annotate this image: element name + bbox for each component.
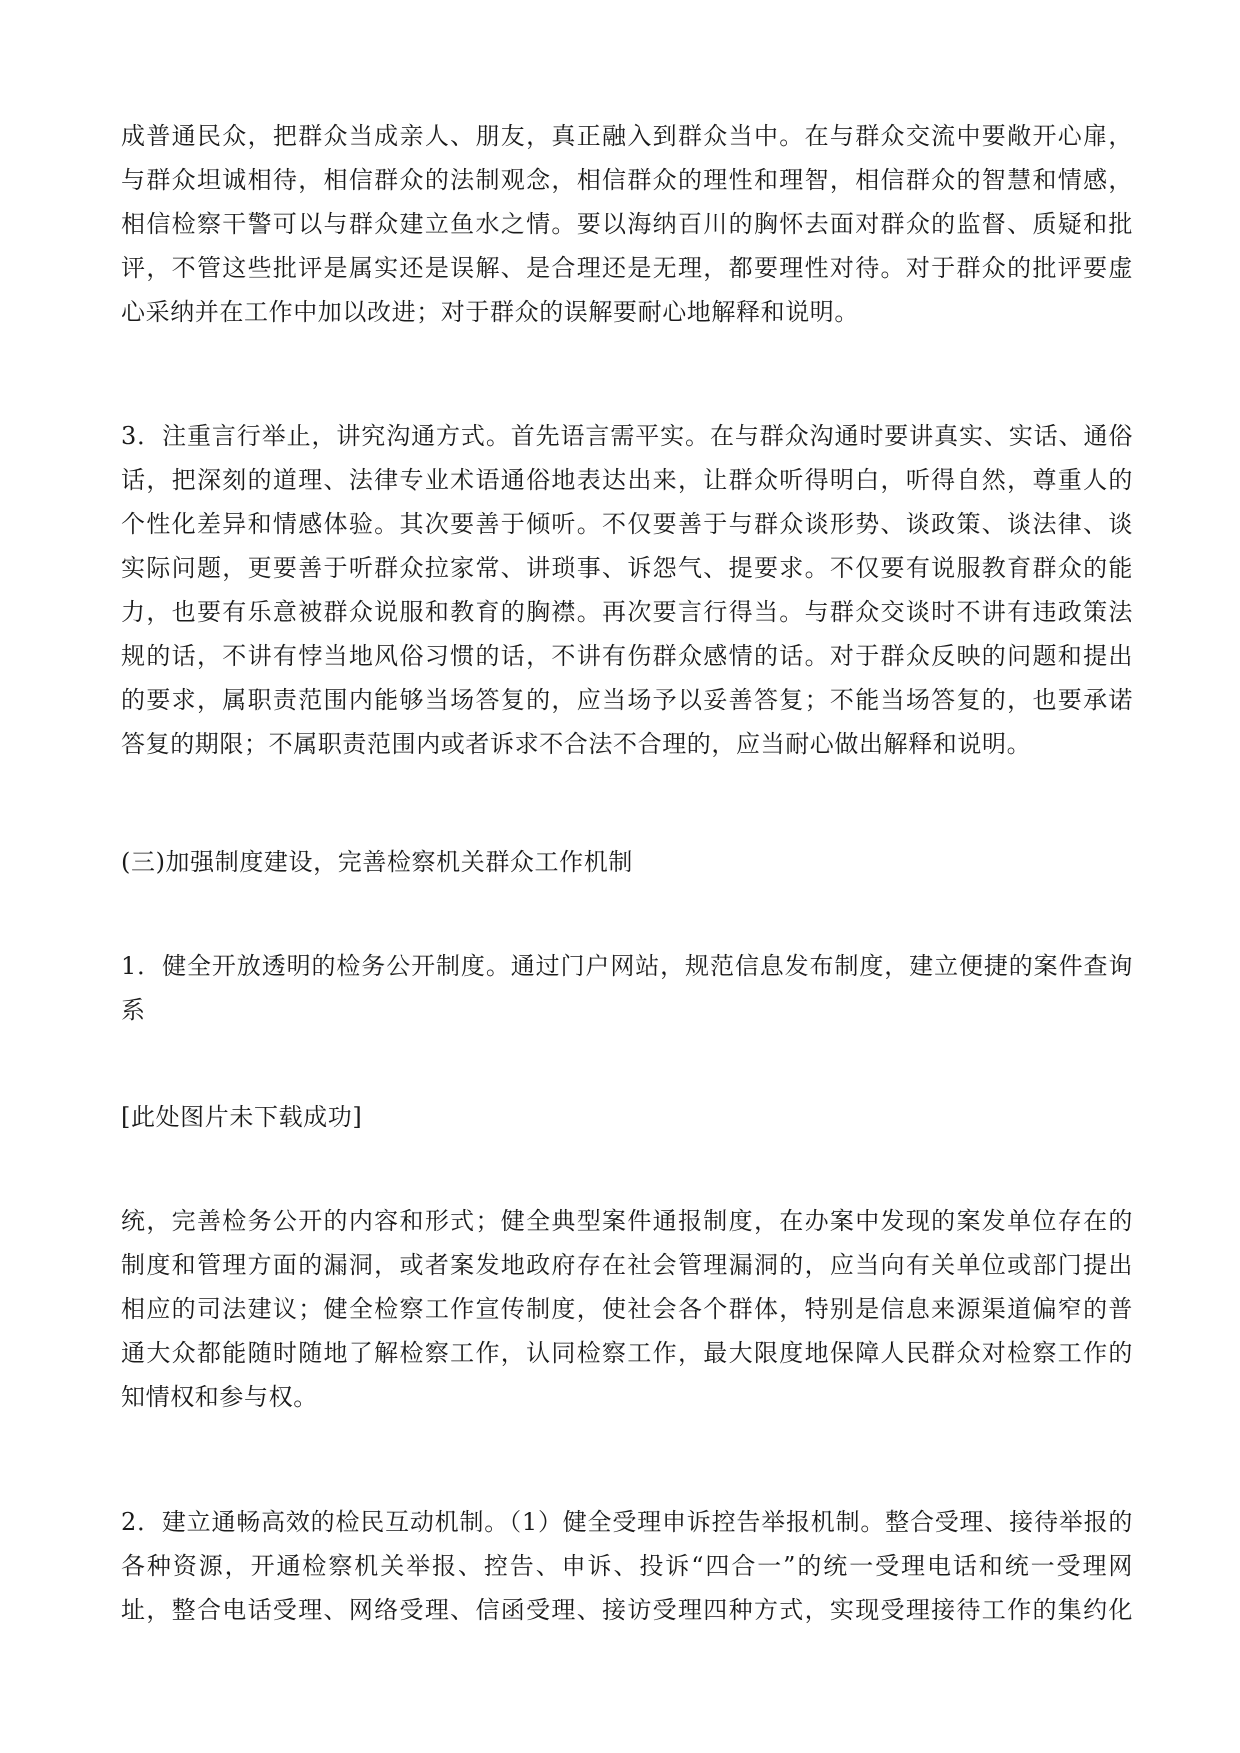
text-line: 通大众都能随时随地了解检察工作，认同检察工作，最大限度地保障人民群众对检察工作的: [121, 1339, 1133, 1367]
text-line: 实际问题，更要善于听群众拉家常、讲琐事、诉怨气、提要求。不仅要有说服教育群众的能: [121, 554, 1133, 582]
image-placeholder-text: [此处图片未下载成功]: [121, 1103, 363, 1131]
text-line: 与群众坦诚相待，相信群众的法制观念，相信群众的理性和理智，相信群众的智慧和情感，: [121, 166, 1133, 194]
text-line: 2．建立通畅高效的检民互动机制。（1）健全受理申诉控告举报机制。整合受理、接待举报的: [121, 1508, 1133, 1536]
text-line: 相信检察干警可以与群众建立鱼水之情。要以海纳百川的胸怀去面对群众的监督、质疑和批: [121, 210, 1133, 238]
image-placeholder: [121, 1095, 1133, 1139]
text-line: 规的话，不讲有悖当地风俗习惯的话，不讲有伤群众感情的话。对于群众反映的问题和提出: [121, 642, 1133, 670]
text-line: 相应的司法建议；健全检察工作宣传制度，使社会各个群体，特别是信息来源渠道偏窄的普: [121, 1295, 1133, 1323]
text-line: 话，把深刻的道理、法律专业术语通俗地表达出来，让群众听得明白，听得自然，尊重人的: [121, 466, 1133, 494]
paragraph-item-2: [121, 1500, 1133, 1632]
text-line: 知情权和参与权。: [121, 1383, 318, 1411]
text-line: 系: [121, 996, 146, 1024]
text-line: 址，整合电话受理、网络受理、信函受理、接访受理四种方式，实现受理接待工作的集约化: [121, 1596, 1133, 1624]
text-line: 答复的期限；不属职责范围内或者诉求不合法不合理的，应当耐心做出解释和说明。: [121, 730, 1032, 758]
text-line: 个性化差异和情感体验。其次要善于倾听。不仅要善于与群众谈形势、谈政策、谈法律、谈: [121, 510, 1133, 538]
paragraph-item-1-continuation: [121, 1199, 1133, 1419]
text-line: 制度和管理方面的漏洞，或者案发地政府存在社会管理漏洞的，应当向有关单位或部门提出: [121, 1251, 1133, 1279]
text-line: 评，不管这些批评是属实还是误解、是合理还是无理，都要理性对待。对于群众的批评要虚: [121, 254, 1133, 282]
text-line: 3．注重言行举止，讲究沟通方式。首先语言需平实。在与群众沟通时要讲真实、实话、通俗: [121, 422, 1133, 450]
text-line: 各种资源，开通检察机关举报、控告、申诉、投诉“四合一”的统一受理电话和统一受理网: [121, 1552, 1133, 1580]
section-heading-text: (三)加强制度建设，完善检察机关群众工作机制: [121, 848, 633, 876]
text-line: 心采纳并在工作中加以改进；对于群众的误解要耐心地解释和说明。: [121, 298, 859, 326]
text-line: 1．健全开放透明的检务公开制度。通过门户网站，规范信息发布制度，建立便捷的案件查询: [121, 952, 1133, 980]
text-line: 的要求，属职责范围内能够当场答复的，应当场予以妥善答复；不能当场答复的，也要承诺: [121, 686, 1133, 714]
text-line: 统，完善检务公开的内容和形式；健全典型案件通报制度，在办案中发现的案发单位存在的: [121, 1207, 1133, 1235]
paragraph-item-3: [121, 414, 1133, 766]
text-line: 成普通民众，把群众当成亲人、朋友，真正融入到群众当中。在与群众交流中要敞开心扉，: [121, 122, 1133, 150]
text-line: 力，也要有乐意被群众说服和教育的胸襟。再次要言行得当。与群众交谈时不讲有违政策法: [121, 598, 1133, 626]
paragraph-item-1-start: [121, 944, 1133, 1032]
paragraph-intro-continuation: [121, 114, 1133, 334]
section-heading: [121, 840, 1133, 884]
